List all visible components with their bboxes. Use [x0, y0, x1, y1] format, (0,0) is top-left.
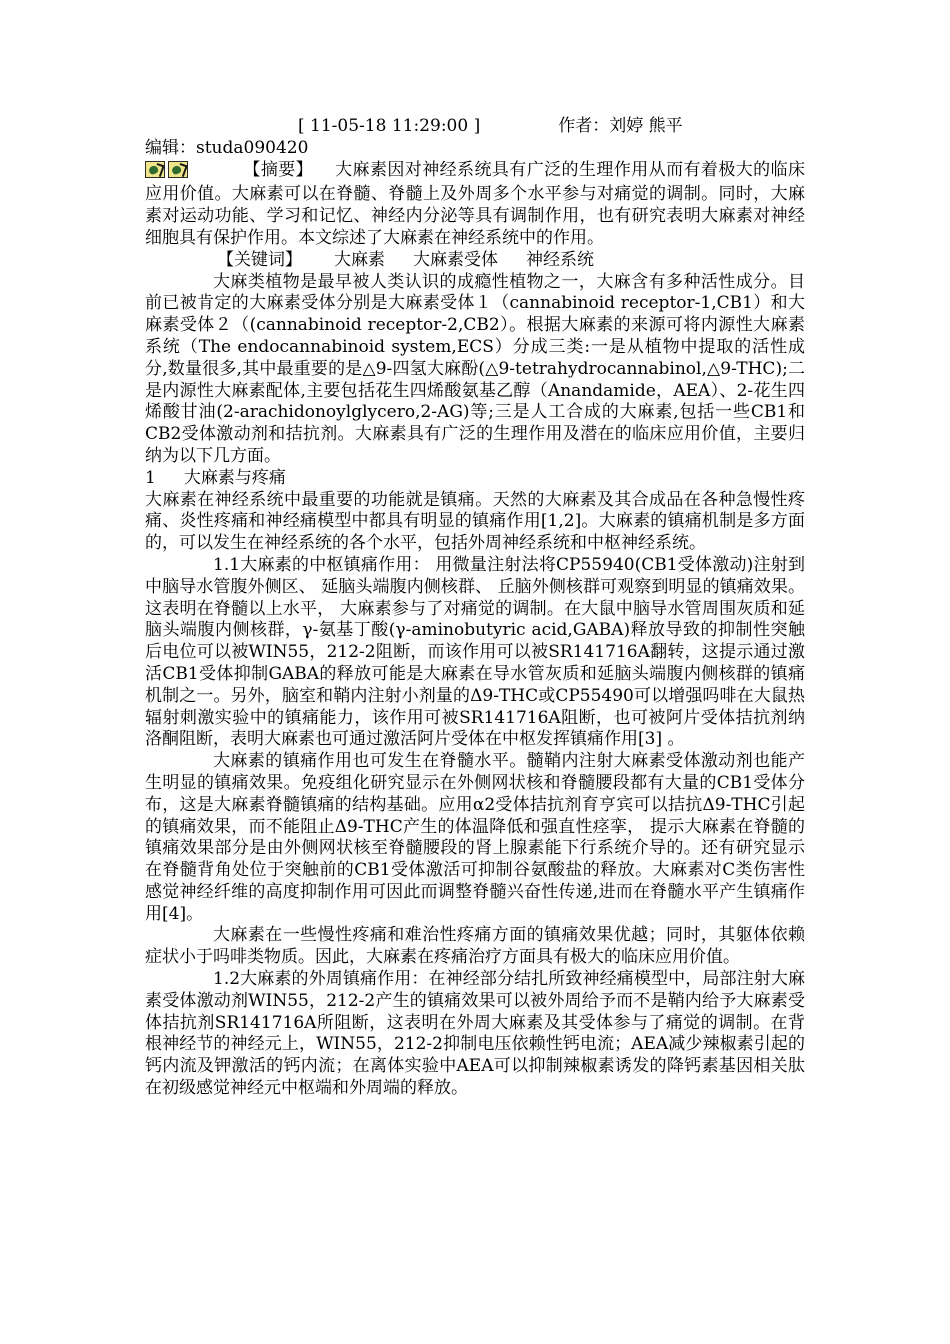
author: 作者：刘婷 熊平 [558, 116, 683, 136]
abstract-label: 【摘要】 [243, 159, 314, 180]
abstract-text: 大麻素因对神经系统具有广泛的生理作用从而有着极大的临床应用价值。大麻素可以在脊髓、脊髓上及外周多个水平参与对痛觉的调制。同时，大麻素对运动功能、学习和记忆、神经内分泌等具有调制作用，也有研究表明大麻素对神经细胞具有保护作用。本文综述了大麻素在神经系统中的作用。 [145, 159, 806, 248]
editor: 编辑：studa090420 [145, 137, 309, 158]
keywords-line [145, 250, 805, 272]
section-paragraph: 大麻素在神经系统中最重要的功能就是镇痛。天然的大麻素及其合成品在各种急慢性疼痛、炎性疼痛和神经痛模型中都具有明显的镇痛作用[1,2]。大麻素的镇痛机制是多方面的，可以发生在神经系统的各个水平，包括外周神经系统和中枢神经系统。 [145, 489, 805, 554]
section-title: 大麻素与疼痛 [183, 467, 286, 488]
keywords-label: 【关键词】 [217, 249, 302, 270]
timestamp: [ 11-05-18 11:29:00 ] [298, 116, 481, 136]
leaf-icon[interactable] [145, 161, 165, 178]
chronic-pain-paragraph: 大麻素在一些慢性疼痛和难治性疼痛方面的镇痛效果优越；同时，其躯体依赖症状小于吗啡类物质。因此，大麻素在疼痛治疗方面具有极大的临床应用价值。 [145, 925, 805, 968]
central-analgesia-paragraph: 1.1大麻素的中枢镇痛作用： 用微量注射法将CP55940(CB1受体激动)注射到中脑导水管腹外侧区、 延脑头端腹内侧核群、 丘脑外侧核群可观察到明显的镇痛效果。这表明在脊髓以上水平， 大麻素参与了对痛觉的调制。在大鼠中脑导水管周围灰质和延脑头端腹内侧核群，γ-氨基丁酸(γ-aminobutyric acid,GABA)释放导致的抑制性突触后电位可以被WIN55，212-2阻断，而该作用可以被SR141716A翻转，这提示通过激活CB1受体抑制GABA的释放可能是大麻素在导水管灰质和延脑头端腹内侧核群的镇痛机制之一。另外，脑室和鞘内注射小剂量的Δ9-THC或CP55490可以增强吗啡在大鼠热辐射刺激实验中的镇痛能力，该作用可被SR141716A阻断，也可被阿片受体拮抗剂纳洛酮阻断，表明大麻素也可通过激活阿片受体在中枢发挥镇痛作用[3] 。 [145, 554, 805, 750]
abstract-paragraph [145, 160, 805, 250]
meta-line [145, 116, 805, 138]
keyword: 大麻素受体 [413, 249, 498, 270]
spinal-analgesia-paragraph: 大麻素的镇痛作用也可发生在脊髓水平。髓鞘内注射大麻素受体激动剂也能产生明显的镇痛效果。免疫组化研究显示在外侧网状核和脊髓腰段都有大量的CB1受体分布，这是大麻素脊髓镇痛的结构基础。应用α2受体拮抗剂育亨宾可以拮抗Δ9-THC引起的镇痛效果，而不能阻止Δ9-THC产生的体温降低和强直性痉挛， 提示大麻素在脊髓的镇痛效果部分是由外侧网状核至脊髓腰段的肾上腺素能下行系统介导的。还有研究显示在脊髓背角处位于突触前的CB1受体激活可抑制谷氨酸盐的释放。大麻素对C类伤害性感觉神经纤维的高度抑制作用可因此而调整脊髓兴奋性传递,进而在脊髓水平产生镇痛作用[4]。 [145, 751, 805, 924]
section-heading [145, 468, 805, 490]
leaf-icon[interactable] [168, 161, 188, 178]
article [145, 116, 805, 1100]
keyword: 神经系统 [526, 249, 594, 270]
section-number: 1 [145, 467, 156, 488]
keyword: 大麻素 [334, 249, 385, 270]
intro-paragraph: 大麻类植物是最早被人类认识的成瘾性植物之一，大麻含有多种活性成分。目前已被肯定的大麻素受体分别是大麻素受体１（cannabinoid receptor-1,CB1）和大麻素受体２（(cannabinoid receptor-2,CB2）。根据大麻素的来源可将内源性大麻素系统（The endocannabinoid system,ECS）分成三类:一是从植物中提取的活性成分,数量很多,其中最重要的是△9-四氢大麻酚(△9-tetrahydrocannabinol,△9-THC);二是内源性大麻素配体,主要包括花生四烯酸氨基乙醇（Anandamide，AEA）、2-花生四烯酸甘油(2-arachidonoylglycero,2-AG)等;三是人工合成的大麻素,包括一些CB1和CB2受体激动剂和拮抗剂。大麻素具有广泛的生理作用及潜在的临床应用价值，主要归纳为以下几方面。 [145, 271, 805, 466]
peripheral-analgesia-paragraph: 1.2大麻素的外周镇痛作用：在神经部分结扎所致神经痛模型中，局部注射大麻素受体激动剂WIN55，212-2产生的镇痛效果可以被外周给予而不是鞘内给予大麻素受体拮抗剂SR141716A所阻断，这表明在外周大麻素及其受体参与了痛觉的调制。在背根神经节的神经元上，WIN55，212-2抑制电压依赖性钙电流；AEA减少辣椒素引起的钙内流及钾激活的钙内流；在离体实验中AEA可以抑制辣椒素诱发的降钙素基因相关肽在初级感觉神经元中枢端和外周端的释放。 [145, 969, 805, 1099]
